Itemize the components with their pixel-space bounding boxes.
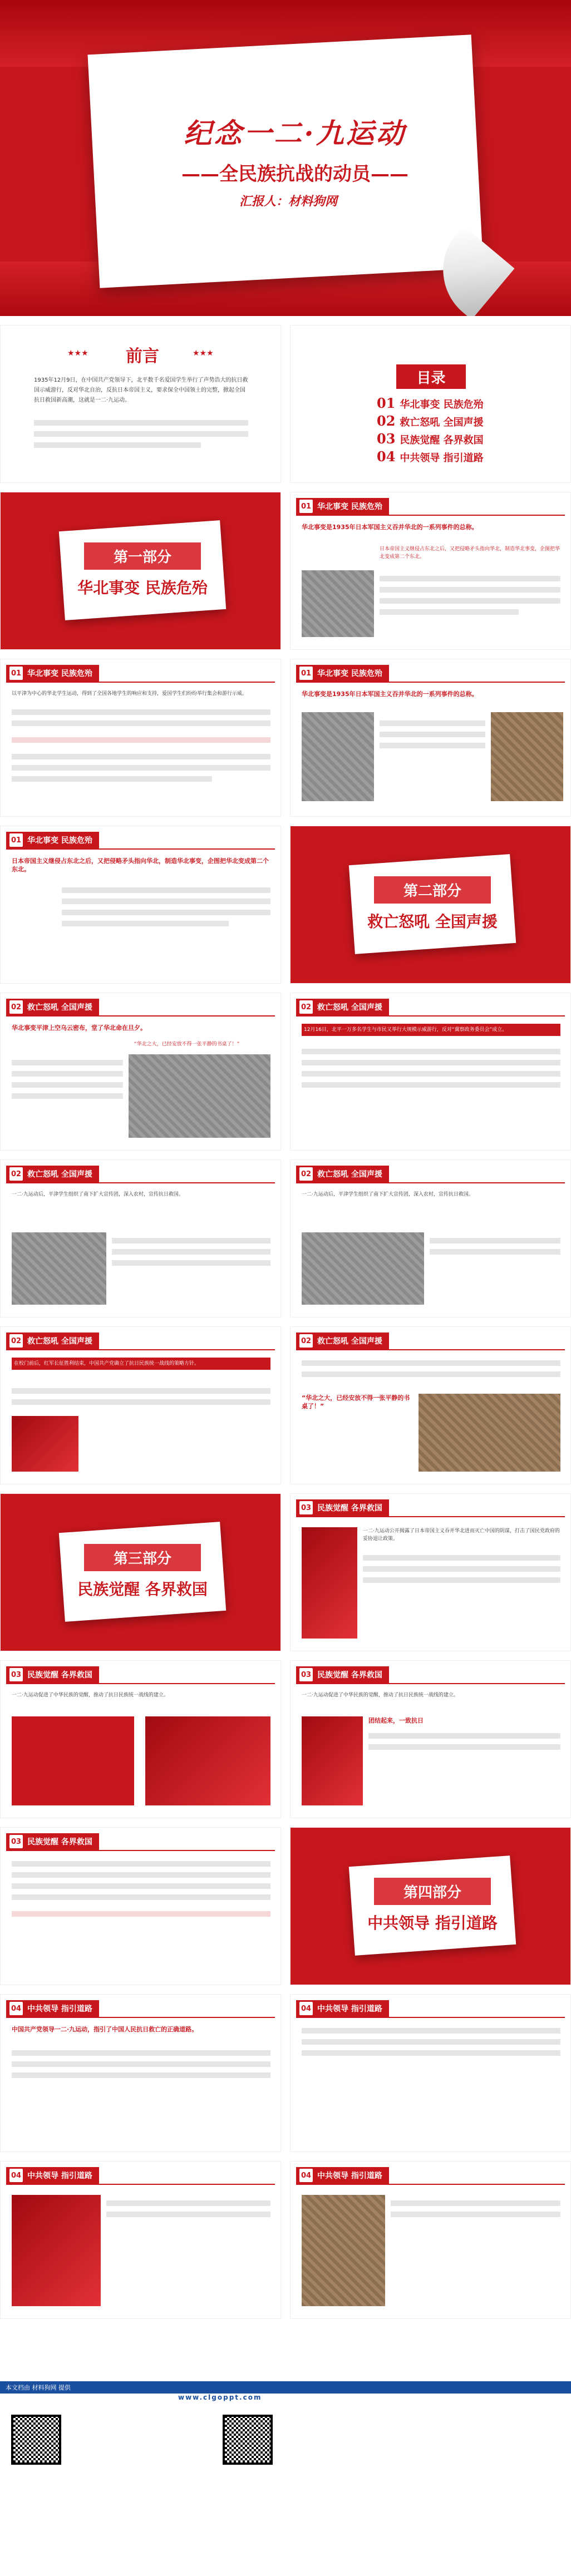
toc-item[interactable]: 02 救亡怒吼 全国声援 (377, 413, 484, 429)
content-slide: 03 民族觉醒 各界救国 (0, 1827, 281, 1985)
qr-code (11, 2415, 61, 2465)
preface-text: 1935年12月9日，在中国共产党领导下，北平数千名爱国学生举行了声势浩大的抗日救国示威游行，反对华北自治，反抗日本帝国主义，要求保全中国领土的完整，掀起全国抗日救国新高潮，这就是一二·九运动。 (34, 377, 248, 403)
content-slide: 01 华北事变 民族危殆 华北事变是1935年日本军国主义吞并华北的一系列事件的总称。 日本帝国主义继侵占东北之后，又把侵略矛头指向华北，制造华北事变，企图把华北变成第二个东北。 (290, 492, 571, 650)
content-slide: 03 民族觉醒 各界救国 一二·九运动公开揭露了日本帝国主义吞并华北进而灭亡中国的阴谋，打击了国民党政府的妥协退让政策。 (290, 1493, 571, 1651)
toc-item[interactable]: 03 民族觉醒 各界救国 (377, 431, 484, 447)
footer-ad: 本文档由 材料狗网 提供 www.clgoppt.com (0, 2381, 571, 2576)
content-slide: 02 救亡怒吼 全国声援 在校门前后，红军长征胜利结束，中国共产党确立了抗日民族统一战线的策略方针。 (0, 1326, 281, 1484)
stars-left: ★★★ (67, 349, 88, 358)
part-two-slide: 第二部分 救亡怒吼 全国声援 (290, 826, 571, 984)
cover-subtitle: ——全民族抗战的动员—— (181, 163, 408, 185)
toc-title: 目录 (396, 364, 466, 389)
content-slide: 03 民族觉醒 各界救国 一二·九运动促进了中华民族的觉醒，推动了抗日民族统一战线的建立。 (0, 1660, 281, 1818)
part-label: 第一部分 (84, 542, 201, 570)
stars-right: ★★★ (193, 349, 214, 358)
toc-slide (290, 325, 571, 483)
content-slide: 04 中共领导 指引道路 中国共产党领导一二·九运动，指引了中国人民抗日救亡的正确道路。 (0, 1994, 281, 2152)
content-slide: 01 华北事变 民族危殆 以平津为中心的华北学生运动，得到了全国各地学生的响应和支持，爱国学生们纷纷举行集会和游行示威。 (0, 659, 281, 817)
content-slide: 04 中共领导 指引道路 (290, 2161, 571, 2319)
preface-title: 前言 (126, 347, 159, 366)
content-slide: 02 救亡怒吼 全国声援 华北事变平津上空乌云密布，堂了华北命在旦夕。 “华北之大，已经安放不得一张平静的书桌了！” (0, 993, 281, 1151)
content-slide: 02 救亡怒吼 全国声援 “华北之大，已经安放不得一张平静的书桌了！” (290, 1326, 571, 1484)
preface-slide (0, 325, 281, 483)
content-slide: 04 中共领导 指引道路 (290, 1994, 571, 2152)
toc-item[interactable]: 04 中共领导 指引道路 (377, 448, 484, 465)
content-slide: 03 民族觉醒 各界救国 一二·九运动促进了中华民族的觉醒，推动了抗日民族统一战线的建立。 团结起来，一致抗日 (290, 1660, 571, 1818)
part-one-slide (0, 492, 281, 650)
cover-slide (0, 0, 571, 316)
part-title: 华北事变 民族危殆 (77, 579, 208, 597)
content-slide: 02 救亡怒吼 全国声援 12月16日，北平一万多名学生与市民又举行大规模示威游行，反对“冀察政务委员会”成立。 (290, 993, 571, 1151)
content-slide: 01 华北事变 民族危殆 华北事变是1935年日本军国主义吞并华北的一系列事件的总称。 (290, 659, 571, 817)
content-slide: 02 救亡怒吼 全国声援 一二·九运动后，平津学生组织了南下扩大宣传团，深入农村，宣传抗日救国。 (0, 1159, 281, 1317)
cover-title: 纪念一二·九运动 (184, 117, 406, 150)
content-slide: 02 救亡怒吼 全国声援 一二·九运动后，平津学生组织了南下扩大宣传团，深入农村，宣传抗日救国。 (290, 1159, 571, 1317)
cover-reporter: 汇报人：材料狗网 (239, 195, 338, 209)
part-three-slide: 第三部分 民族觉醒 各界救国 (0, 1493, 281, 1651)
toc-item[interactable]: 01 华北事变 民族危殆 (377, 395, 484, 411)
qr-code (223, 2415, 273, 2465)
content-slide: 04 中共领导 指引道路 (0, 2161, 281, 2319)
part-four-slide: 第四部分 中共领导 指引道路 (290, 1827, 571, 1985)
content-slide: 01 华北事变 民族危殆 日本帝国主义继侵占东北之后，又把侵略矛头指向华北，制造华北事变，企图把华北变成第二个东北。 (0, 826, 281, 984)
toc-list (377, 395, 484, 466)
